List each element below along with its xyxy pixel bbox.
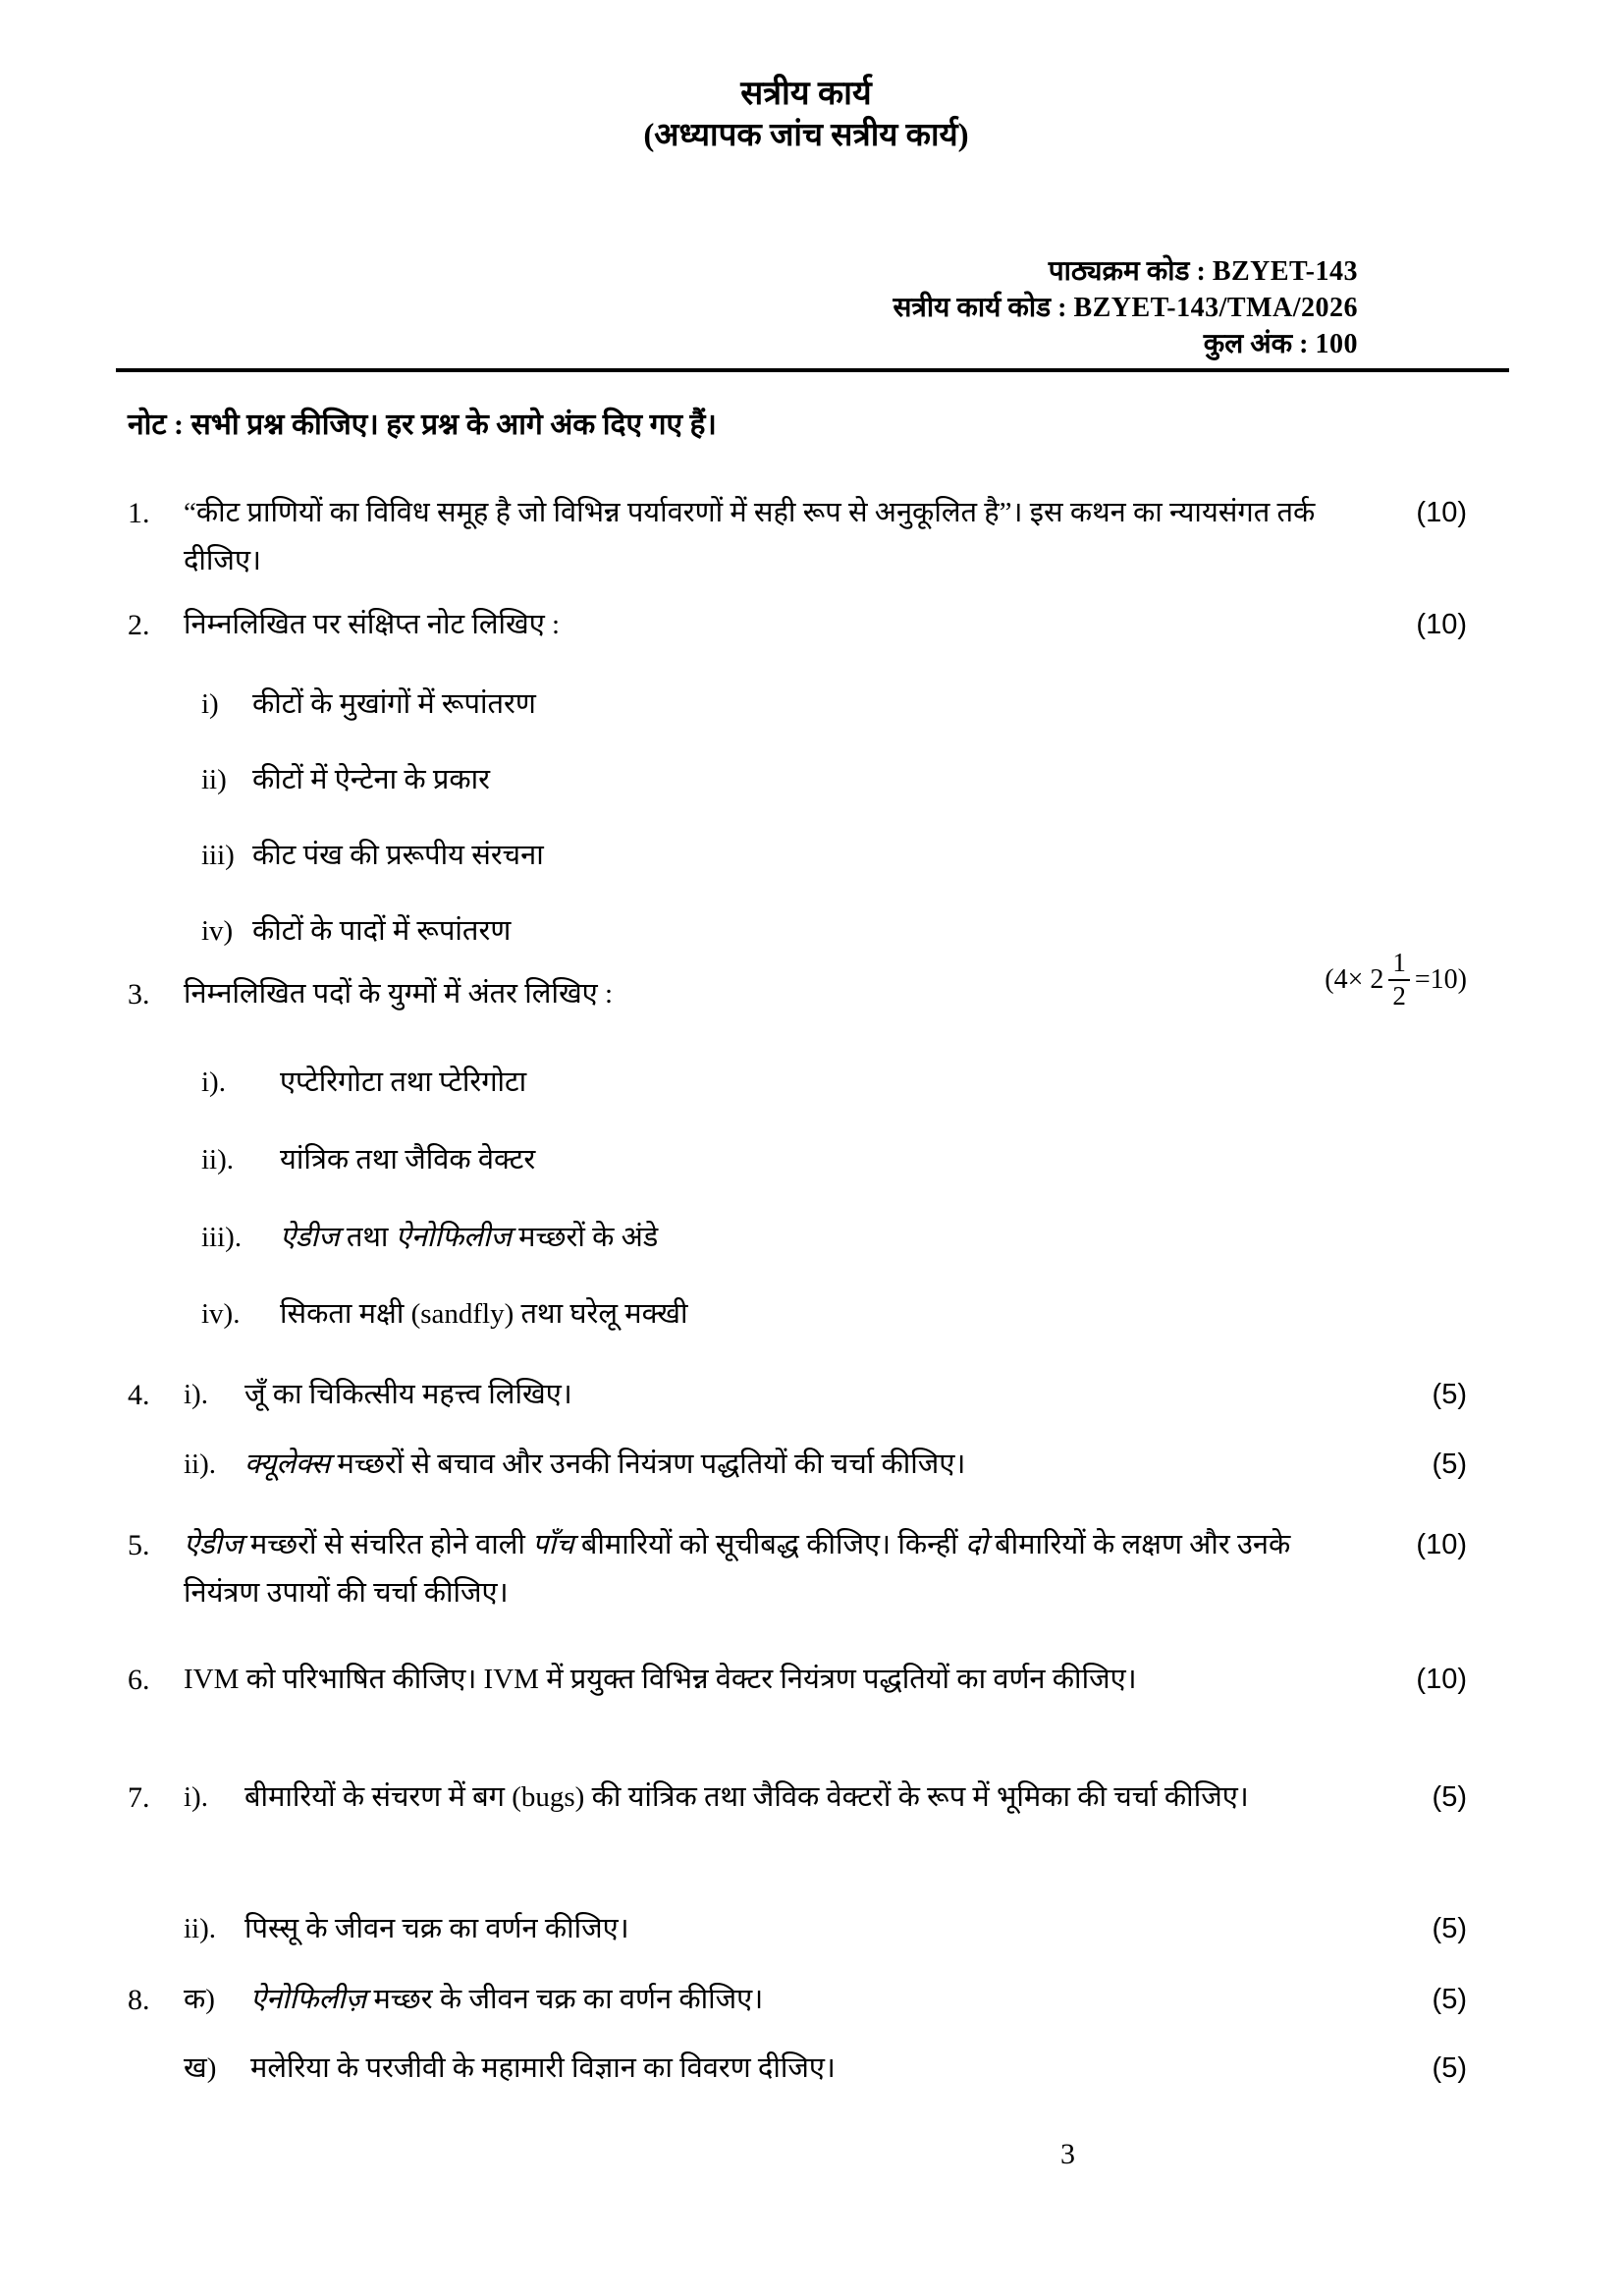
course-codes-block bbox=[893, 253, 1359, 362]
question-number: 2. bbox=[128, 609, 150, 641]
sub-item-label: i) bbox=[201, 688, 219, 720]
question-marks: (10) bbox=[1416, 1529, 1467, 1560]
question-text bbox=[184, 601, 1467, 649]
course-code-value: BZYET-143 bbox=[1212, 256, 1358, 287]
text-segment: निम्नलिखित पदों के युग्मों में अंतर लिखिए : bbox=[184, 978, 614, 1010]
question-7-item-ii bbox=[128, 1905, 1467, 1953]
total-marks-value: 100 bbox=[1315, 329, 1358, 359]
text-segment: कीटों के पादों में रूपांतरण bbox=[252, 915, 512, 947]
sub-item-text bbox=[244, 1905, 1467, 1953]
question-4-item-ii bbox=[128, 1441, 1467, 1489]
question-3-item-i bbox=[128, 1059, 1467, 1107]
text-segment: कीट पंख की प्ररूपीय संरचना bbox=[252, 840, 544, 871]
sub-item-text bbox=[244, 1441, 1467, 1489]
question-6 bbox=[128, 1656, 1467, 1704]
question-text bbox=[184, 1656, 1467, 1704]
sub-item-text bbox=[252, 756, 1467, 804]
question-marks: (10) bbox=[1416, 609, 1467, 640]
note-line: नोट : सभी प्रश्न कीजिए। हर प्रश्न के आगे अंक दिए गए हैं। bbox=[128, 409, 717, 441]
question-marks: (5) bbox=[1432, 1449, 1467, 1480]
fraction-denominator: 2 bbox=[1392, 980, 1406, 1011]
page-number: 3 bbox=[1060, 2138, 1075, 2170]
text-segment: IVM को परिभाषित कीजिए। IVM में प्रयुक्त विभिन्न वेक्टर नियंत्रण पद्धतियों का वर्णन कीजिए। bbox=[184, 1664, 1137, 1695]
sub-item-label: ख) bbox=[184, 2052, 217, 2084]
text-segment: निम्नलिखित पर संक्षिप्त नोट लिखिए : bbox=[184, 609, 561, 640]
text-segment: मच्छर के जीवन चक्र का वर्णन कीजिए। bbox=[366, 1984, 764, 2015]
question-number: 5. bbox=[128, 1529, 150, 1561]
text-segment: “कीट प्राणियों का विविध समूह है जो विभिन्न पर्यावरणों में सही रूप से अनुकूलित है”। इस कथन का न्यायसंगत तर्क दीजिए। bbox=[184, 497, 1316, 576]
sub-item-label: i). bbox=[184, 1781, 208, 1813]
question-text bbox=[184, 970, 1467, 1018]
question-marks: (10) bbox=[1416, 497, 1467, 528]
sub-item-label: ii) bbox=[201, 764, 227, 795]
text-segment: कीटों के मुखांगों में रूपांतरण bbox=[252, 688, 536, 720]
sub-item-label: i). bbox=[184, 1379, 208, 1410]
question-number: 8. bbox=[128, 1984, 150, 2016]
text-segment: जूँ का चिकित्सीय महत्त्व लिखिए। bbox=[244, 1379, 572, 1410]
question-3-item-ii bbox=[128, 1136, 1467, 1184]
question-3-item-iii bbox=[128, 1214, 1467, 1262]
sub-item-label: ii). bbox=[184, 1913, 217, 1944]
question-marks: (5) bbox=[1432, 1913, 1467, 1944]
sub-item-text bbox=[280, 1136, 1467, 1184]
page-subtitle: (अध्यापक जांच सत्रीय कार्य) bbox=[643, 118, 969, 153]
question-text bbox=[184, 489, 1467, 585]
question-number: 6. bbox=[128, 1664, 150, 1696]
question-2-item-iv bbox=[128, 907, 1467, 956]
header-divider bbox=[116, 368, 1509, 372]
text-segment: तथा bbox=[339, 1222, 396, 1253]
assignment-code-value: BZYET-143/TMA/2026 bbox=[1073, 293, 1358, 323]
course-code-line bbox=[893, 253, 1359, 290]
marks-prefix: (4× 2 bbox=[1325, 964, 1384, 996]
italic-term: पाँच bbox=[532, 1529, 574, 1560]
question-5 bbox=[128, 1521, 1467, 1617]
question-2-item-i bbox=[128, 681, 1467, 729]
question-4-item-i bbox=[128, 1371, 1467, 1419]
question-number: 1. bbox=[128, 497, 150, 529]
assignment-code-line bbox=[893, 290, 1359, 326]
question-8-item-kha bbox=[128, 2045, 1467, 2093]
sub-item-text bbox=[252, 681, 1467, 729]
assignment-code-label: सत्रीय कार्य कोड : bbox=[893, 293, 1074, 323]
text-segment: बीमारियों के लक्षण और उनके नियंत्रण उपायों की चर्चा कीजिए। bbox=[184, 1529, 1291, 1609]
question-number: 4. bbox=[128, 1379, 150, 1411]
sub-item-label: i). bbox=[201, 1066, 226, 1098]
question-2 bbox=[128, 601, 1467, 649]
italic-term: ऐनोफिलीज़ bbox=[250, 1984, 367, 2015]
total-marks-line bbox=[893, 326, 1359, 362]
sub-item-text bbox=[280, 1059, 1467, 1107]
total-marks-label: कुल अंक : bbox=[1203, 329, 1316, 359]
sub-item-label: iii) bbox=[201, 840, 235, 871]
sub-item-text bbox=[244, 1774, 1467, 1822]
question-number: 3. bbox=[128, 978, 150, 1011]
sub-item-label: iv) bbox=[201, 915, 234, 947]
question-8-item-ka bbox=[128, 1976, 1467, 2024]
question-2-item-ii bbox=[128, 756, 1467, 804]
text-segment: मलेरिया के परजीवी के महामारी विज्ञान का विवरण दीजिए। bbox=[250, 2052, 836, 2084]
sub-item-text bbox=[250, 1976, 1467, 2024]
question-text bbox=[184, 1521, 1467, 1617]
question-1 bbox=[128, 489, 1467, 585]
sub-item-label: iii). bbox=[201, 1222, 243, 1253]
sub-item-text bbox=[280, 1290, 1467, 1339]
sub-item-text bbox=[250, 2045, 1467, 2093]
sub-item-label: ii). bbox=[201, 1144, 235, 1175]
question-marks: (5) bbox=[1432, 2052, 1467, 2084]
question-marks: (5) bbox=[1432, 1379, 1467, 1410]
italic-term: ऐडीज bbox=[184, 1529, 244, 1560]
fraction-numerator: 1 bbox=[1388, 949, 1410, 981]
italic-term: ऐडीज bbox=[280, 1222, 340, 1253]
marks-suffix: =10) bbox=[1414, 964, 1467, 996]
text-segment: मच्छरों के अंडे bbox=[511, 1222, 659, 1253]
text-segment: एप्टेरिगोटा तथा प्टेरिगोटा bbox=[280, 1066, 527, 1098]
question-3-item-iv bbox=[128, 1290, 1467, 1339]
text-segment: सिकता मक्षी (sandfly) तथा घरेलू मक्खी bbox=[280, 1298, 688, 1330]
sub-item-text bbox=[252, 832, 1467, 880]
text-segment: यांत्रिक तथा जैविक वेक्टर bbox=[280, 1144, 536, 1175]
question-3 bbox=[128, 948, 1467, 1018]
text-segment: बीमारियों के संचरण में बग (bugs) की यांत्रिक तथा जैविक वेक्टरों के रूप में भूमिका की चर्चा कीजिए। bbox=[244, 1781, 1249, 1813]
italic-term: ऐनोफिलीज bbox=[395, 1222, 512, 1253]
italic-term: क्यूलेक्स bbox=[244, 1449, 331, 1480]
text-segment: पिस्सू के जीवन चक्र का वर्णन कीजिए। bbox=[244, 1913, 629, 1944]
question-marks: (5) bbox=[1432, 1984, 1467, 2015]
sub-item-text bbox=[244, 1371, 1467, 1419]
sub-item-label: iv). bbox=[201, 1298, 241, 1330]
sub-item-label: ii). bbox=[184, 1449, 217, 1480]
sub-item-label: क) bbox=[184, 1984, 215, 2015]
course-code-label: पाठ्यक्रम कोड : bbox=[1048, 256, 1213, 287]
page-title: सत्रीय कार्य bbox=[740, 76, 872, 112]
question-number: 7. bbox=[128, 1781, 150, 1814]
question-marks bbox=[1325, 949, 1467, 1011]
question-marks: (5) bbox=[1432, 1781, 1467, 1813]
text-segment: मच्छरों से बचाव और उनकी नियंत्रण पद्धतियों की चर्चा कीजिए। bbox=[330, 1449, 966, 1480]
question-marks: (10) bbox=[1416, 1664, 1467, 1695]
text-segment: कीटों में ऐन्टेना के प्रकार bbox=[252, 764, 491, 795]
question-7-item-i bbox=[128, 1774, 1467, 1822]
question-2-item-iii bbox=[128, 832, 1467, 880]
marks-fraction bbox=[1388, 949, 1410, 1011]
text-segment: बीमारियों को सूचीबद्ध कीजिए। किन्हीं bbox=[573, 1529, 965, 1560]
text-segment: मच्छरों से संचरित होने वाली bbox=[243, 1529, 533, 1560]
sub-item-text bbox=[280, 1214, 1467, 1262]
sub-item-text bbox=[252, 907, 1467, 956]
italic-term: दो bbox=[964, 1529, 988, 1560]
